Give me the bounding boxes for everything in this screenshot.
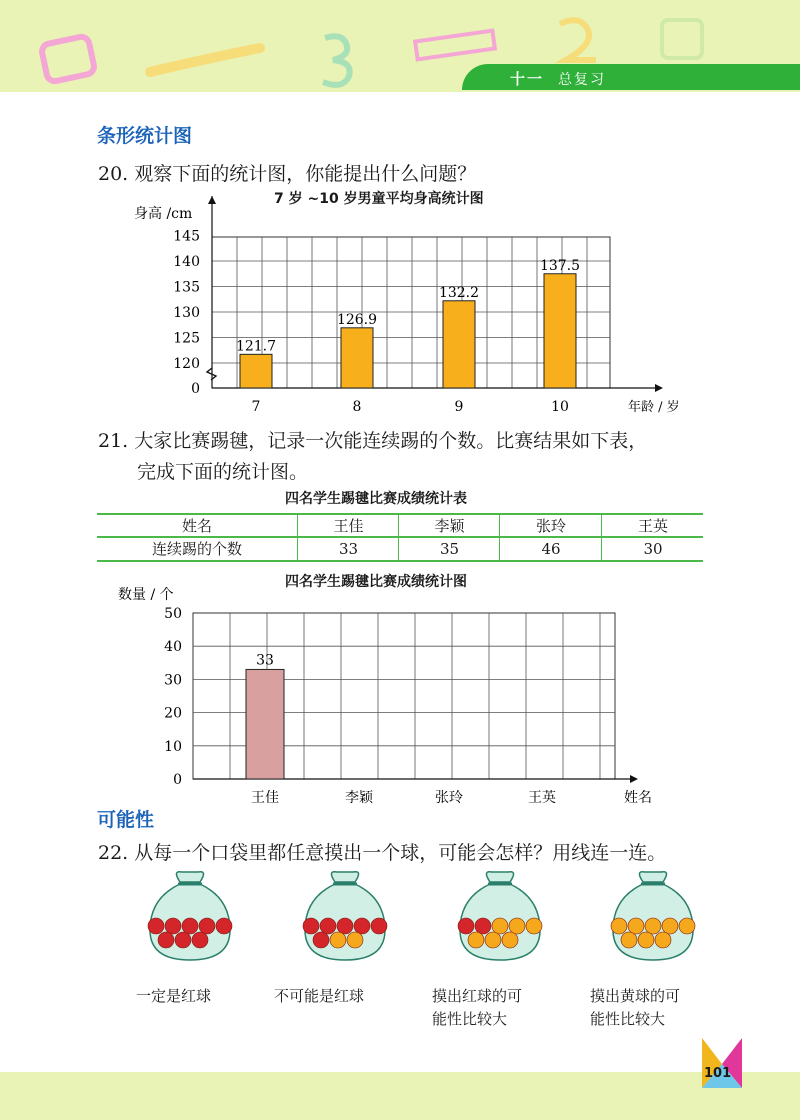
data-label: 137.5: [539, 257, 581, 274]
unit-title: 总复习: [558, 72, 606, 88]
question-22: 22. 从每一个口袋里都任意摸出一个球，可能会怎样？用线连一连。: [98, 842, 667, 864]
choice-line: 摸出黄球的可: [590, 987, 681, 1005]
decorative-numbers-icon: [0, 0, 460, 92]
score-table: [97, 513, 703, 559]
y-tick-label: 50: [164, 606, 182, 622]
ball-bag: [297, 868, 393, 964]
x-tick-label: 10: [551, 399, 569, 415]
bag-top: [176, 872, 203, 882]
data-label: 121.7: [235, 338, 277, 355]
yellow-ball: [611, 918, 627, 934]
decorative-ruler-icon: [400, 0, 740, 64]
question-21-line-2: 完成下面的统计图。: [137, 461, 309, 483]
choice-line: 能性比较大: [590, 1010, 666, 1028]
choice-line: 一定是红球: [136, 987, 212, 1005]
unit-banner: [462, 64, 800, 90]
y-tick-label: 10: [164, 738, 182, 755]
yellow-ball: [621, 932, 637, 948]
x-tick-label: 张玲: [435, 790, 463, 806]
y-tick-label: 130: [173, 305, 200, 321]
choice-1: [136, 985, 211, 1008]
table-cell: 33: [297, 538, 399, 560]
ball-bag: [605, 868, 701, 964]
data-label: 132.2: [438, 284, 480, 301]
kicks-bar-chart: [100, 582, 800, 807]
x-axis-arrow: [655, 384, 663, 392]
unit-number: 十一: [510, 70, 545, 88]
yellow-ball: [485, 932, 501, 948]
y-tick-label: 135: [173, 279, 200, 296]
yellow-ball: [655, 932, 671, 948]
bag-top: [486, 872, 513, 882]
x-axis-label: 姓名: [624, 790, 652, 806]
height-bar-chart: [100, 190, 800, 430]
table-cell: 连续踢的个数: [151, 540, 242, 558]
bar: [544, 274, 576, 388]
yellow-ball: [330, 932, 346, 948]
x-tick-label: 王英: [528, 790, 556, 806]
page-footer: [0, 1072, 800, 1120]
yellow-ball: [645, 918, 661, 934]
red-ball: [192, 932, 208, 948]
data-label: 126.9: [336, 311, 378, 328]
y-axis-label: 数量 / 个: [118, 587, 174, 603]
question-20: 20. 观察下面的统计图，你能提出什么问题？: [98, 163, 477, 185]
red-ball: [182, 918, 198, 934]
choice-4: [590, 985, 680, 1031]
x-tick-label: 李颖: [345, 790, 373, 806]
bar: [443, 301, 475, 388]
x-axis-arrow: [630, 775, 638, 783]
choice-line: 不可能是红球: [274, 987, 365, 1005]
x-tick-label: 7: [251, 399, 261, 415]
yellow-ball: [509, 918, 525, 934]
x-tick-label: 王佳: [251, 790, 279, 806]
table-cell: 张玲: [499, 515, 602, 537]
yellow-ball: [628, 918, 644, 934]
choice-3: [432, 985, 522, 1031]
red-ball: [303, 918, 319, 934]
table-cell: 46: [499, 538, 602, 560]
table-title: 四名学生踢毽比赛成绩统计表: [285, 491, 467, 507]
section-title-bar-chart: 条形统计图: [97, 125, 193, 147]
choice-2: [274, 985, 364, 1008]
y-tick-label: 120: [173, 356, 200, 372]
table-cell: 李颖: [398, 515, 500, 537]
red-ball: [371, 918, 387, 934]
table-header-row: [97, 513, 703, 537]
table-cell: 30: [601, 538, 704, 560]
table-data-row: [97, 536, 703, 562]
red-ball: [458, 918, 474, 934]
yellow-ball: [638, 932, 654, 948]
page-number: 101: [704, 1066, 732, 1081]
table-cell: 35: [398, 538, 500, 560]
red-ball: [475, 918, 491, 934]
table-cell: 王佳: [297, 515, 399, 537]
bar: [240, 354, 272, 388]
y-axis-label: 身高 /cm: [134, 206, 193, 222]
x-tick-label: 8: [352, 399, 362, 415]
ball-bag: [452, 868, 548, 964]
yellow-ball: [679, 918, 695, 934]
x-tick-label: 9: [454, 399, 464, 415]
table-cell: 姓名: [181, 517, 212, 535]
y-tick-label: 0: [191, 381, 200, 397]
yellow-ball: [526, 918, 542, 934]
bar: [341, 328, 373, 388]
table-cell: 王英: [601, 515, 704, 537]
red-ball: [148, 918, 164, 934]
bag-top: [331, 872, 358, 882]
choice-line: 摸出红球的可: [432, 987, 523, 1005]
yellow-ball: [492, 918, 508, 934]
red-ball: [354, 918, 370, 934]
red-ball: [199, 918, 215, 934]
page-header: [0, 0, 800, 92]
data-label: 33: [256, 652, 274, 669]
y-tick-label: 145: [173, 228, 200, 245]
red-ball: [320, 918, 336, 934]
page-corner-icon: [700, 1030, 744, 1090]
ball-bag: [142, 868, 238, 964]
y-tick-label: 20: [164, 705, 182, 722]
question-21-line-1: 21. 大家比赛踢毽，记录一次能连续踢的个数。比赛结果如下表，: [98, 430, 648, 452]
bag-top: [639, 872, 666, 882]
y-axis-arrow: [208, 196, 216, 204]
yellow-ball: [468, 932, 484, 948]
red-ball: [313, 932, 329, 948]
y-tick-label: 140: [173, 254, 200, 270]
red-ball: [337, 918, 353, 934]
red-ball: [165, 918, 181, 934]
yellow-ball: [502, 932, 518, 948]
y-tick-label: 30: [164, 672, 182, 689]
y-tick-label: 125: [173, 330, 200, 347]
section-title-probability: 可能性: [97, 809, 155, 831]
red-ball: [175, 932, 191, 948]
y-tick-label: 0: [173, 772, 182, 788]
y-tick-label: 40: [164, 639, 182, 656]
red-ball: [216, 918, 232, 934]
yellow-ball: [347, 932, 363, 948]
chart-1-title: 7 岁 ~10 岁男童平均身高统计图: [274, 191, 484, 207]
choice-line: 能性比较大: [432, 1010, 508, 1028]
bar: [246, 669, 284, 779]
x-axis-label: 年龄 / 岁: [628, 400, 680, 415]
red-ball: [158, 932, 174, 948]
chart-2-title: 四名学生踢毽比赛成绩统计图: [285, 574, 467, 590]
yellow-ball: [662, 918, 678, 934]
